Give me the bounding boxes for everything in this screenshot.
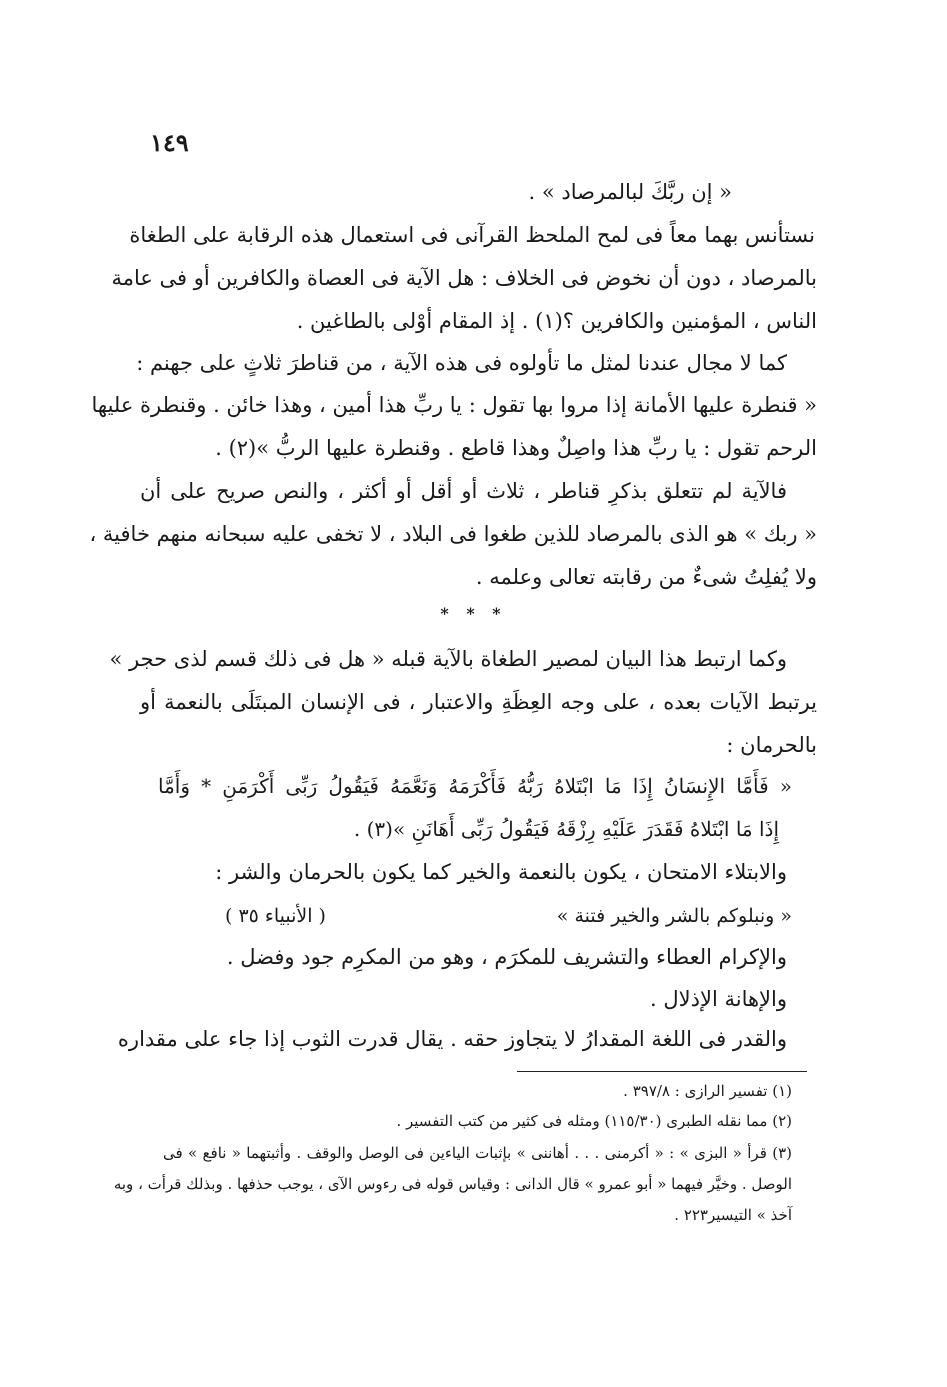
body-line: كما لا مجال عندنا لمثل ما تأولوه فى هذه الآية ، من قناطرَ ثلاثٍ على جهنم : xyxy=(136,351,787,375)
body-line: والإهانة الإذلال . xyxy=(650,987,787,1011)
footnote: (٣) قرأ « البزى » : « أكرمنى . . . أهاننى » بإثبات الياءين فى الوصل والوقف . وأثبتهما « نافع » فى xyxy=(163,1144,792,1162)
footnote-continuation: الوصل . وخيَّر فيهما « أبو عمرو » قال الدانى : وقياس قوله فى رءوس الآى ، يوجب حذفها . وبذلك قرأت ، وبه xyxy=(113,1175,792,1193)
footnote: (٢) مما نقله الطبرى (١١٥/٣٠) ومثله فى كثير من كتب التفسير . xyxy=(396,1112,792,1130)
quote-with-reference xyxy=(225,903,792,929)
quran-verse-line: « فَأَمَّا الإِنسَانُ إِذَا مَا ابْتَلاهُ رَبُّهُ فَأَكْرَمَهُ وَنَعَّمَهُ فَيَقُولُ رَبِّى أَكْرَمَنِ * وَأَمَّا xyxy=(158,774,793,798)
page-number: ١٤٩ xyxy=(150,128,189,157)
body-line: والابتلاء الامتحان ، يكون بالنعمة والخير كما يكون بالحرمان والشر : xyxy=(215,860,787,884)
body-line: والقدر فى اللغة المقدارُ لا يتجاوز حقه . يقال قدرت الثوب إذا جاء على مقداره xyxy=(117,1027,787,1051)
body-line: فالآية لم تتعلق بذكرِ قناطر ، ثلاث أو أقل أو أكثر ، والنص صريح على أن xyxy=(140,479,787,503)
body-line: الرحم تقول : يا ربِّ هذا واصِلٌ وهذا قاطع . وقنطرة عليها الربُّ »(٢) . xyxy=(215,436,817,460)
body-line: بالحرمان : xyxy=(726,733,817,757)
verse-quote-line: « إن ربَّكَ لبالمرصاد » . xyxy=(528,180,732,204)
body-line: « ربك » هو الذى بالمرصاد للذين طغوا فى البلاد ، لا تخفى عليه سبحانه منهم خافية ، xyxy=(89,522,817,546)
quote-reference: ( الأنبياء ٣٥ ) xyxy=(225,905,326,927)
footnote-continuation: آخذ » التيسير٢٢٣ . xyxy=(674,1206,792,1224)
footnote: (١) تفسير الرازى : ٣٩٧/٨ . xyxy=(623,1082,792,1100)
quran-verse-line: إِذَا مَا ابْتَلاهُ فَقَدَرَ عَلَيْهِ رِزْقَهُ فَيَقُولُ رَبِّى أَهَانَنِ »(٣) . xyxy=(353,817,779,841)
quote-text: « ونبلوكم بالشر والخير فتنة » xyxy=(556,905,792,927)
body-line: نستأنس بهما معاً فى لمح الملحظ القرآنى فى استعمال هذه الرقابة على الطغاة xyxy=(129,223,815,247)
body-line: يرتبط الآيات بعده ، على وجه العِظَةِ والاعتبار ، فى الإنسان المبتَلَى بالنعمة أو xyxy=(140,690,817,714)
footnote-divider xyxy=(517,1071,807,1072)
body-line: وكما ارتبط هذا البيان لمصير الطغاة بالآية قبله « هل فى ذلك قسم لذى حجر » xyxy=(109,647,787,671)
body-line: بالمرصاد ، دون أن نخوض فى الخلاف : هل الآية فى العصاة والكافرين أو فى عامة xyxy=(111,266,817,290)
body-line: والإكرام العطاء والتشريف للمكرَم ، وهو من المكرِم جود وفضل . xyxy=(226,945,787,969)
body-line: الناس ، المؤمنين والكافرين ؟(١) . إذ المقام أوْلى بالطاغين . xyxy=(296,309,817,333)
body-line: ولا يُفلِتُ شىءٌ من رقابته تعالى وعلمه . xyxy=(475,565,817,589)
body-line: « قنطرة عليها الأمانة إذا مروا بها تقول : يا ربِّ هذا أمين ، وهذا خائن . وقنطرة عليها xyxy=(91,393,817,417)
section-separator: * * * xyxy=(440,604,507,623)
